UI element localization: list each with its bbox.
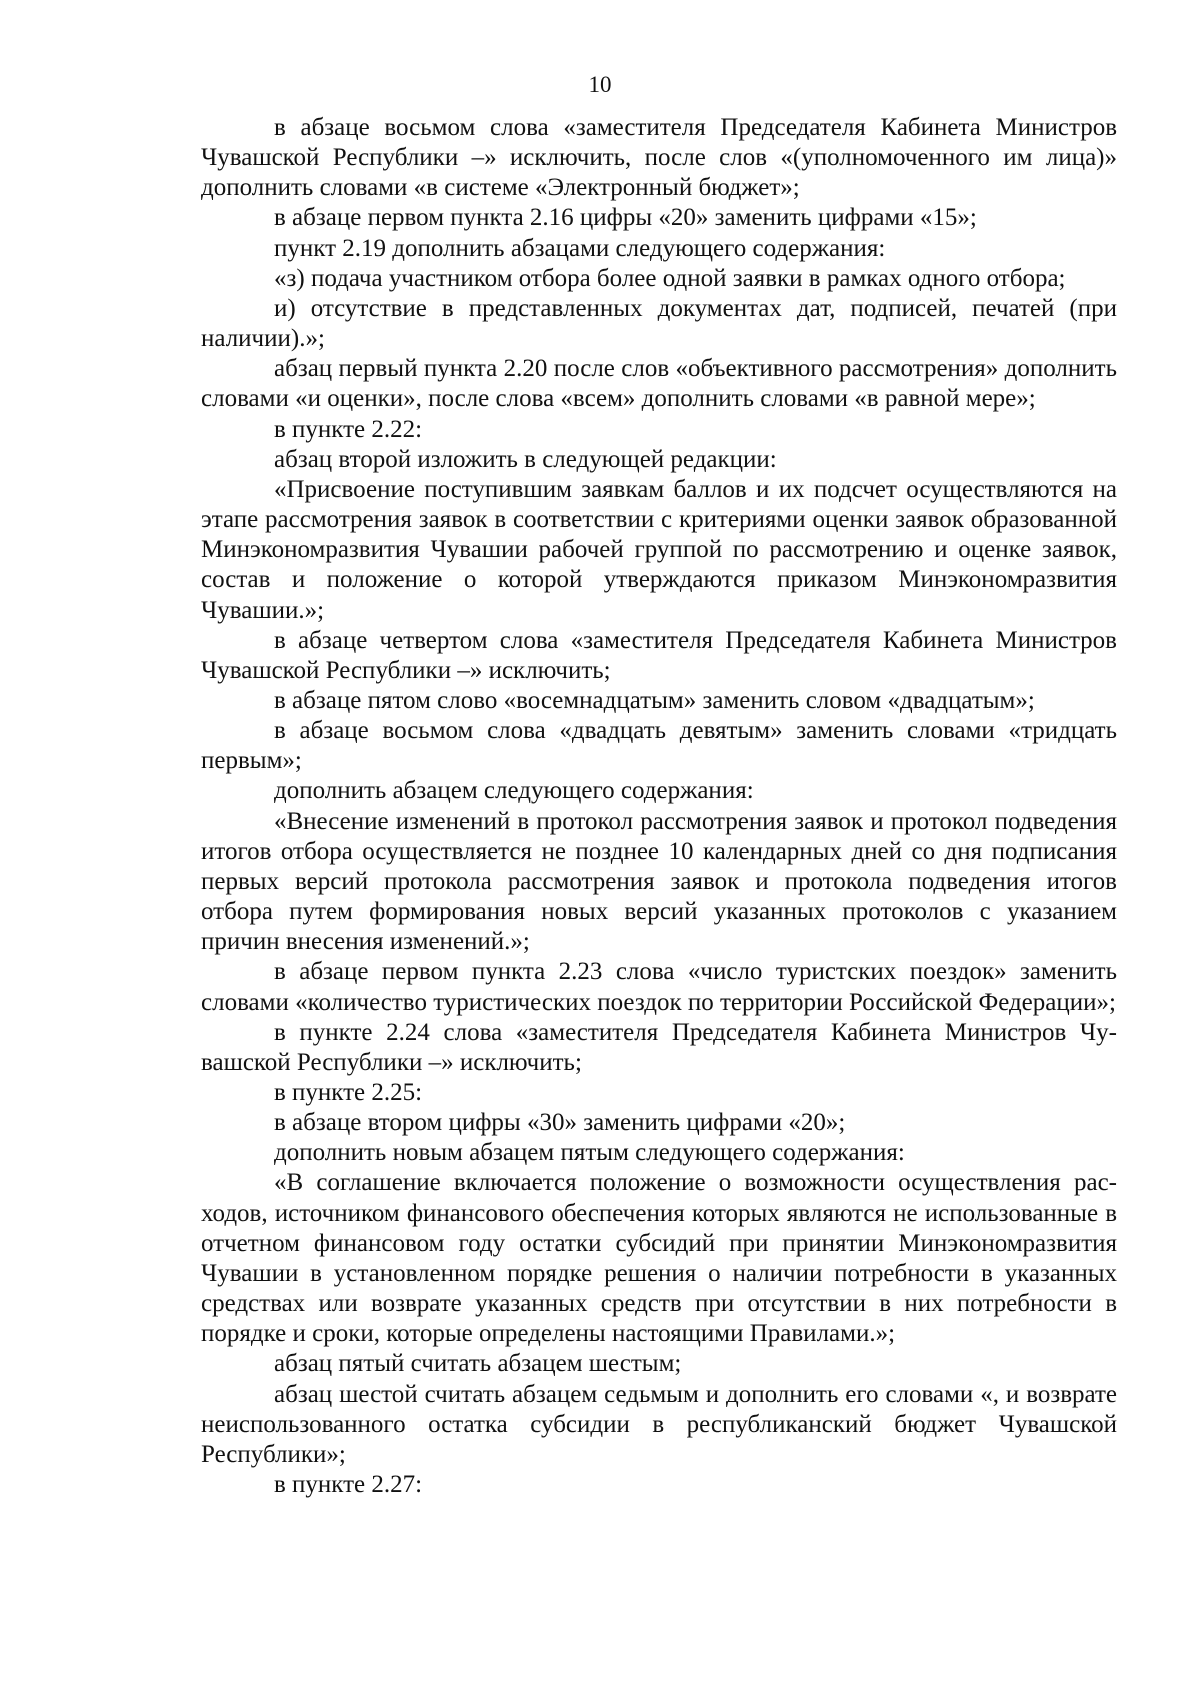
paragraph: «Присвоение поступившим заявкам баллов и их подсчет осуществляются на этапе рассмотрения заявок в соответствии с критериями оценки заявок образованной Минэкономразвития Чувашии рабочей группой по рассмотрению и оценке заявок, состав и положение о которой утверждаются приказом Минэкономразвития Чувашии.»; [201, 475, 1117, 624]
document-body [201, 113, 1117, 1500]
paragraph: «Внесение изменений в протокол рассмотрения заявок и протокол подведения итогов отбора осуществляется не позднее 10 календарных дней со дня подписания первых версий протокола рассмотрения заявок и протокола подведения итогов отбора путем формирования новых версий указанных протоколов с указанием причин внесения изменений.»; [201, 807, 1117, 956]
paragraph: дополнить новым абзацем пятым следующего содержания: [274, 1139, 905, 1167]
paragraph: «В соглашение включается положение о возможности осуществления расходов, источником финансового обеспечения которых являются не использованные в отчетном финансовом году остатки субсидий при принятии Минэкономразвития Чувашии в установленном порядке решения о наличии потребности в указанных средствах или возврате указанных средств при отсутствии в них потребности в порядке и сроки, которые определены настоящими Правилами.»; [201, 1169, 1117, 1348]
paragraph: в абзаце восьмом слова «заместителя Председателя Кабинета Министров Чувашской Республики –» исключить, после слов «(уполномоченного им лица)» дополнить словами «в системе «Электронный бюджет»; [201, 114, 1117, 202]
paragraph: в пункте 2.27: [274, 1471, 423, 1499]
paragraph: в пункте 2.22: [274, 415, 423, 443]
paragraph: в абзаце первом пункта 2.16 цифры «20» заменить цифрами «15»; [274, 204, 977, 232]
paragraph: в пункте 2.25: [274, 1079, 423, 1106]
paragraph: в абзаце втором цифры «30» заменить цифрами «20»; [274, 1109, 846, 1137]
paragraph: абзац пятый считать абзацем шестым; [274, 1350, 682, 1378]
paragraph: в абзаце четвертом слова «заместителя Председателя Кабинета Министров Чувашской Республики –» исключить; [201, 626, 1117, 684]
paragraph: в абзаце восьмом слова «двадцать девятым» заменить словами «тридцать первым»; [201, 717, 1117, 775]
paragraph: в абзаце пятом слово «восемнадцатым» заменить словом «двадцатым»; [274, 686, 1035, 714]
page-number: 10 [588, 72, 612, 97]
paragraph: «з) подача участником отбора более одной заявки в рамках одного отбора; [274, 264, 1066, 292]
paragraph: пункт 2.19 дополнить абзацами следующего содержания: [274, 234, 886, 262]
paragraph: дополнить абзацем следующего содержания: [274, 777, 754, 805]
paragraph: и) отсутствие в представленных документах дат, подписей, печатей (при наличии).»; [201, 294, 1117, 353]
paragraph: в пункте 2.24 слова «заместителя Председателя Кабинета Министров Чувашской Республики –» исключить; [201, 1018, 1117, 1076]
paragraph: абзац первый пункта 2.20 после слов «объективного рассмотрения» дополнить словами «и оценки», после слова «всем» дополнить словами «в равной мере»; [201, 355, 1117, 413]
paragraph: абзац второй изложить в следующей редакции: [274, 445, 777, 473]
paragraph: абзац шестой считать абзацем седьмым и дополнить его словами «, и возврате неиспользованного остатка субсидии в республиканский бюджет Чувашской Республики»; [201, 1380, 1117, 1468]
paragraph: в абзаце первом пункта 2.23 слова «число туристских поездок» заменить словами «количество туристических поездок по территории Российской Федерации»; [201, 958, 1117, 1016]
